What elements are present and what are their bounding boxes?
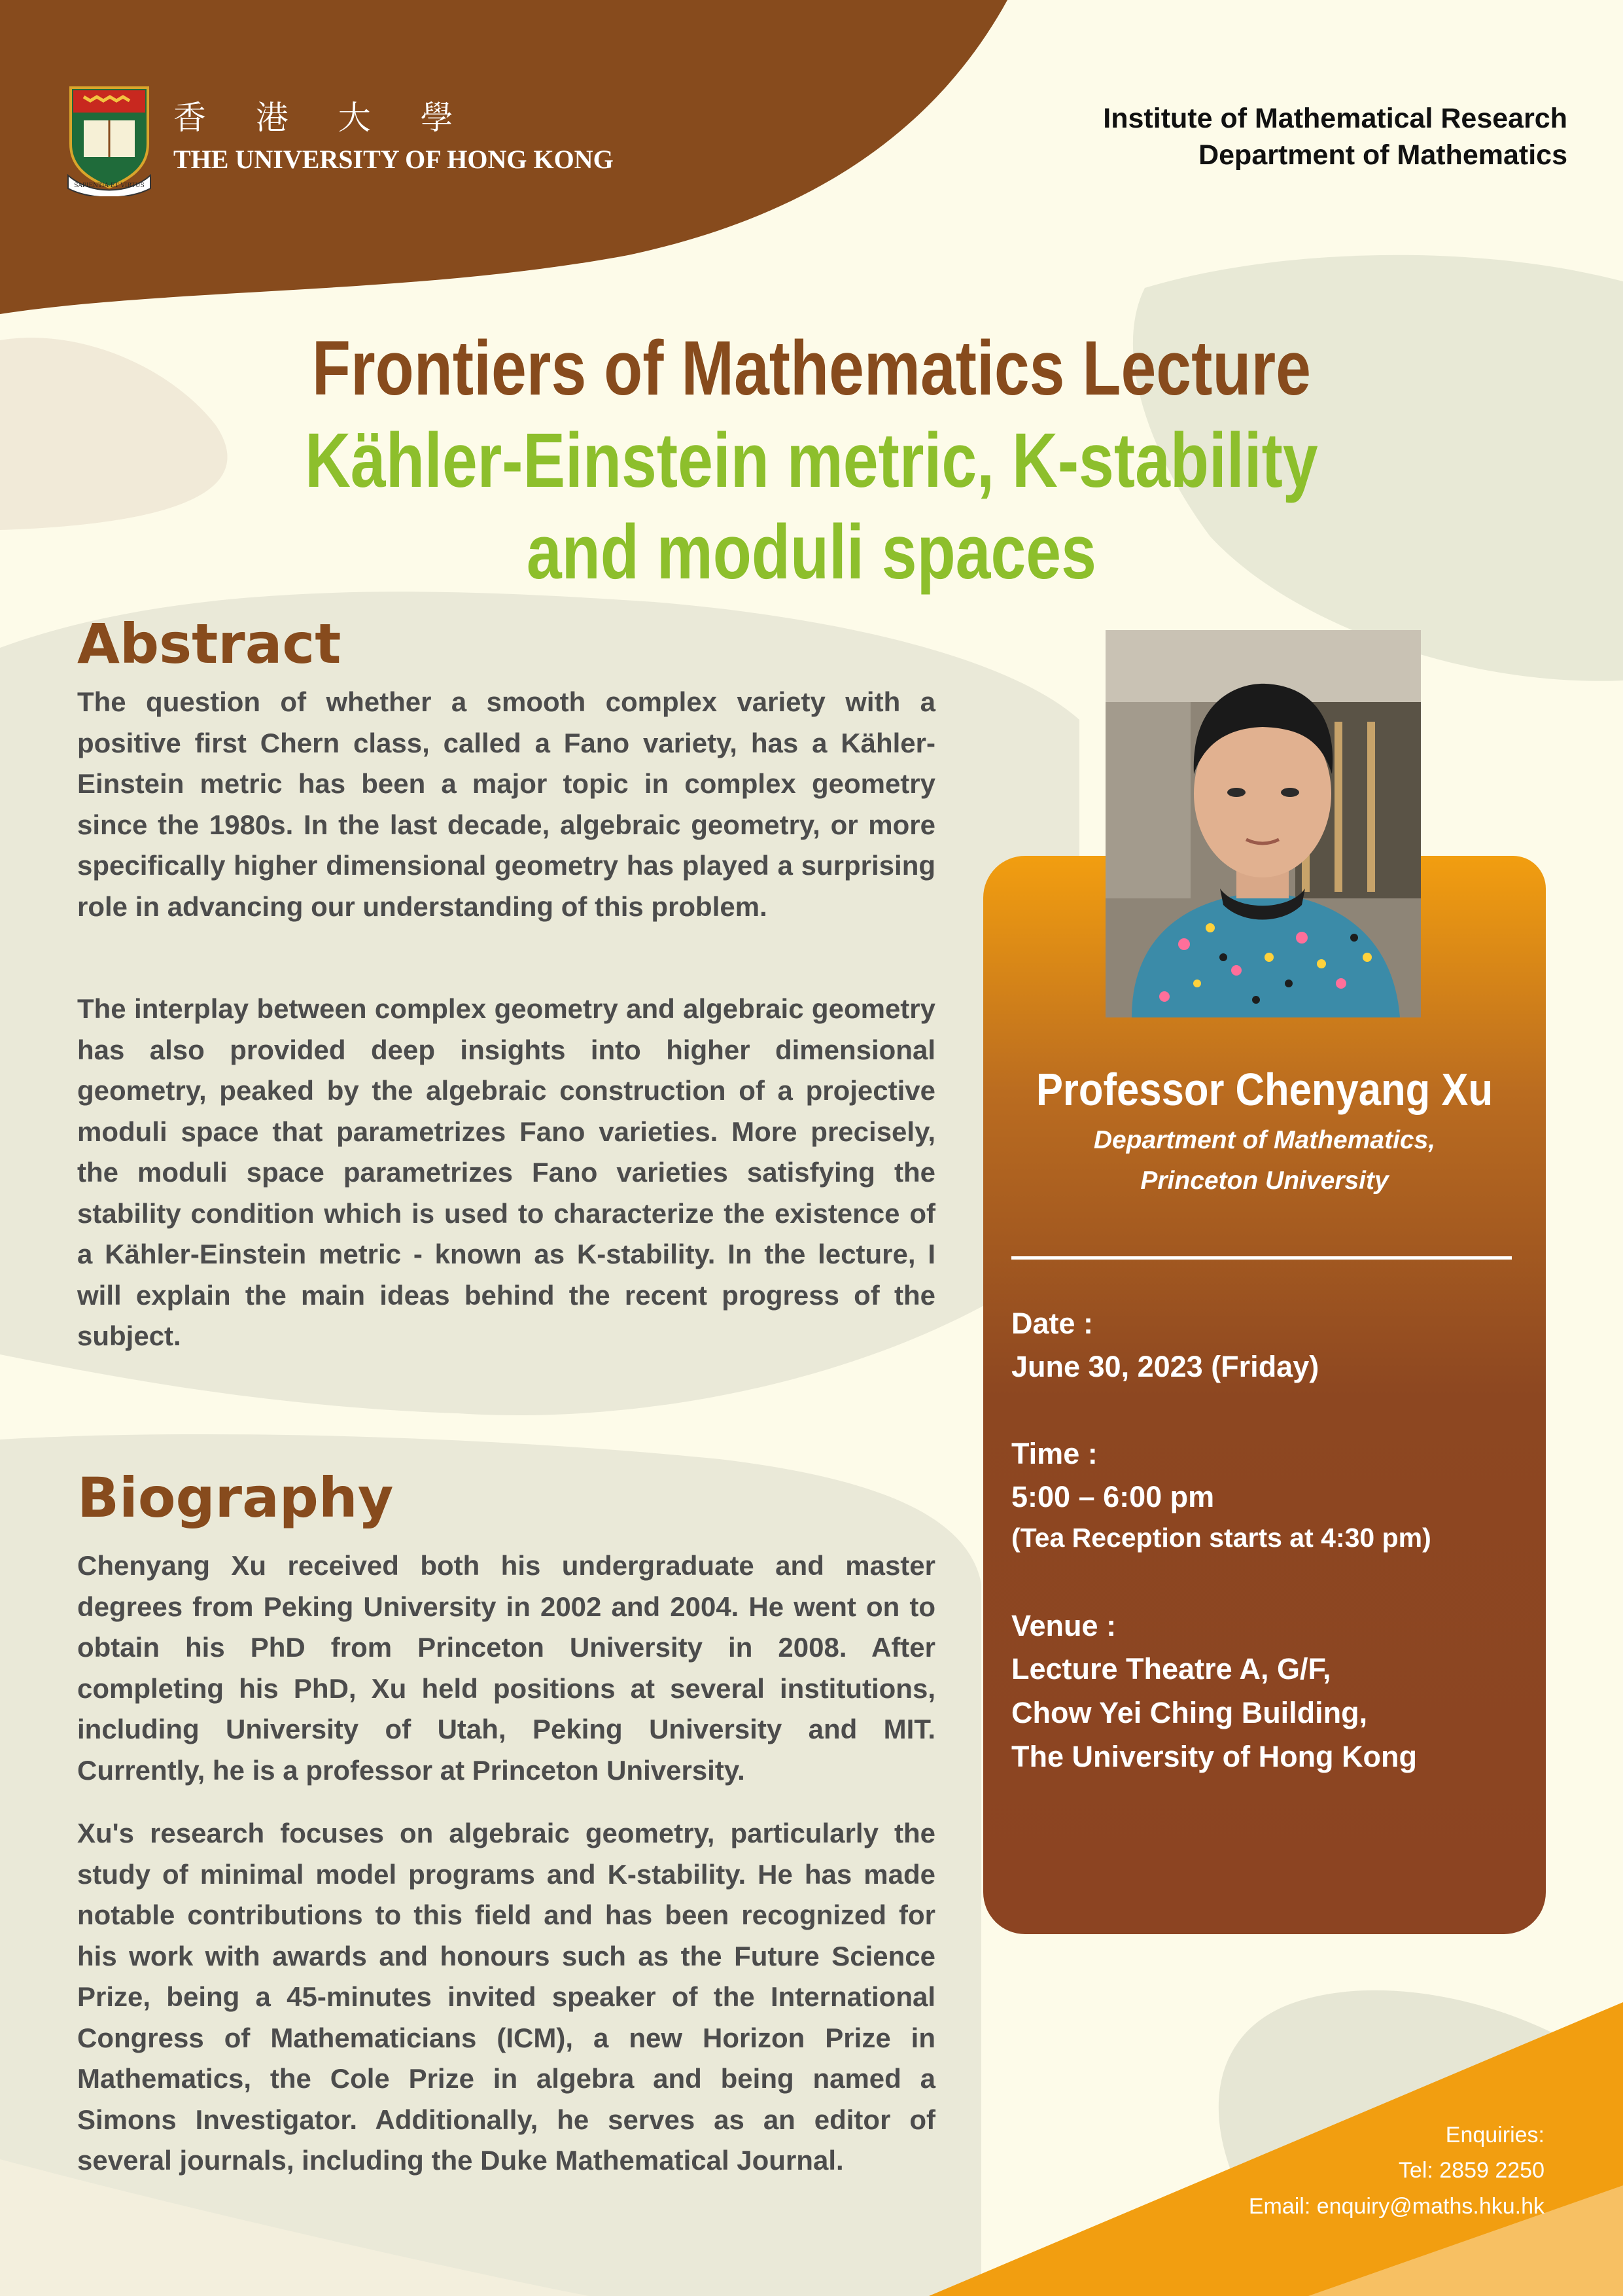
lecture-series-title: Frontiers of Mathematics Lecture xyxy=(311,325,1311,412)
enquiries-phone: Tel: 2859 2250 xyxy=(1398,2158,1544,2183)
time-note: (Tea Reception starts at 4:30 pm) xyxy=(1011,1523,1431,1553)
speaker-name: Professor Chenyang Xu xyxy=(1036,1064,1493,1115)
organizer-block xyxy=(1103,100,1567,173)
department-name: Department of Mathematics xyxy=(1198,139,1567,171)
venue-line-3: The University of Hong Kong xyxy=(1011,1740,1418,1773)
talk-title xyxy=(146,415,1476,598)
venue-line-1: Lecture Theatre A, G/F, xyxy=(1011,1652,1331,1686)
talk-title-line2: and moduli spaces xyxy=(526,509,1096,595)
venue-label: Venue : xyxy=(1011,1609,1117,1642)
speaker-affiliation-line1: Department of Mathematics, xyxy=(1093,1126,1436,1154)
biography-paragraph-1: Chenyang Xu received both his undergraduate and master degrees from Peking University in 2002 and 2004. He went on to obtain his PhD from Princeton University in 2008. After completing his PhD, Xu held positions at several institutions, including University of Utah, Peking University and MIT. Currently, he is a professor at Princeton University. xyxy=(77,1550,935,1786)
card-divider xyxy=(1011,1256,1512,1260)
logo-english-name: THE UNIVERSITY OF HONG KONG xyxy=(173,145,614,174)
time-value: 5:00 – 6:00 pm xyxy=(1011,1480,1215,1513)
time-label: Time : xyxy=(1011,1437,1098,1470)
speaker-affiliation-line2: Princeton University xyxy=(1140,1167,1389,1195)
date-value: June 30, 2023 (Friday) xyxy=(1011,1350,1319,1383)
date-label: Date : xyxy=(1011,1307,1094,1340)
biography-paragraph-2: Xu's research focuses on algebraic geometry, particularly the study of minimal model programs and K-stability. He has made notable contributions to this field and has been recognized for his work with awards and honours such as the Future Science Prize, being a 45-minutes invited speaker of the International Congress of Mathematicians (ICM), a new Horizon Prize in Mathematics, the Cole Prize in algebra and being named a Simons Investigator. Additionally, he serves as an editor of several journals, including the Duke Mathematical Journal. xyxy=(77,1818,935,2176)
biography-heading: Biography xyxy=(77,1466,394,1530)
abstract-paragraph-2: The interplay between complex geometry and algebraic geometry has also provided deep insights into higher dimensional geometry, peaked by the algebraic construction of a projective moduli space that parametrizes Fano varieties. More precisely, the moduli space parametrizes Fano varieties satisfying the stability condition which is used to characterize the existence of a Kähler-Einstein metric - known as K-stability. In the lecture, I will explain the main ideas behind the recent progress of the subject. xyxy=(77,993,935,1351)
speaker-photo xyxy=(1106,630,1421,1017)
logo-chinese-name: 香 港 大 學 xyxy=(173,99,473,137)
abstract-heading: Abstract xyxy=(77,612,341,676)
enquiries-label: Enquiries: xyxy=(1445,2123,1544,2147)
talk-title-line1: Kähler-Einstein metric, K-stability xyxy=(305,417,1318,504)
hku-crest-icon xyxy=(64,84,154,196)
speaker-affiliation xyxy=(983,1120,1546,1201)
institute-name: Institute of Mathematical Research xyxy=(1103,103,1567,134)
enquiries-email: Email: enquiry@maths.hku.hk xyxy=(1248,2194,1544,2219)
crest-motto: SAPIENTIA ET VIRTUS xyxy=(74,183,145,189)
venue-line-2: Chow Yei Ching Building, xyxy=(1011,1696,1368,1729)
abstract-paragraph-1: The question of whether a smooth complex variety with a positive first Chern class, called a Fano variety, has a Kähler-Einstein metric has been a major topic in complex geometry since the 1980s. In the last decade, algebraic geometry, or more specifically higher dimensional geometry has played a surprising role in advancing our understanding of this problem. xyxy=(77,686,935,922)
